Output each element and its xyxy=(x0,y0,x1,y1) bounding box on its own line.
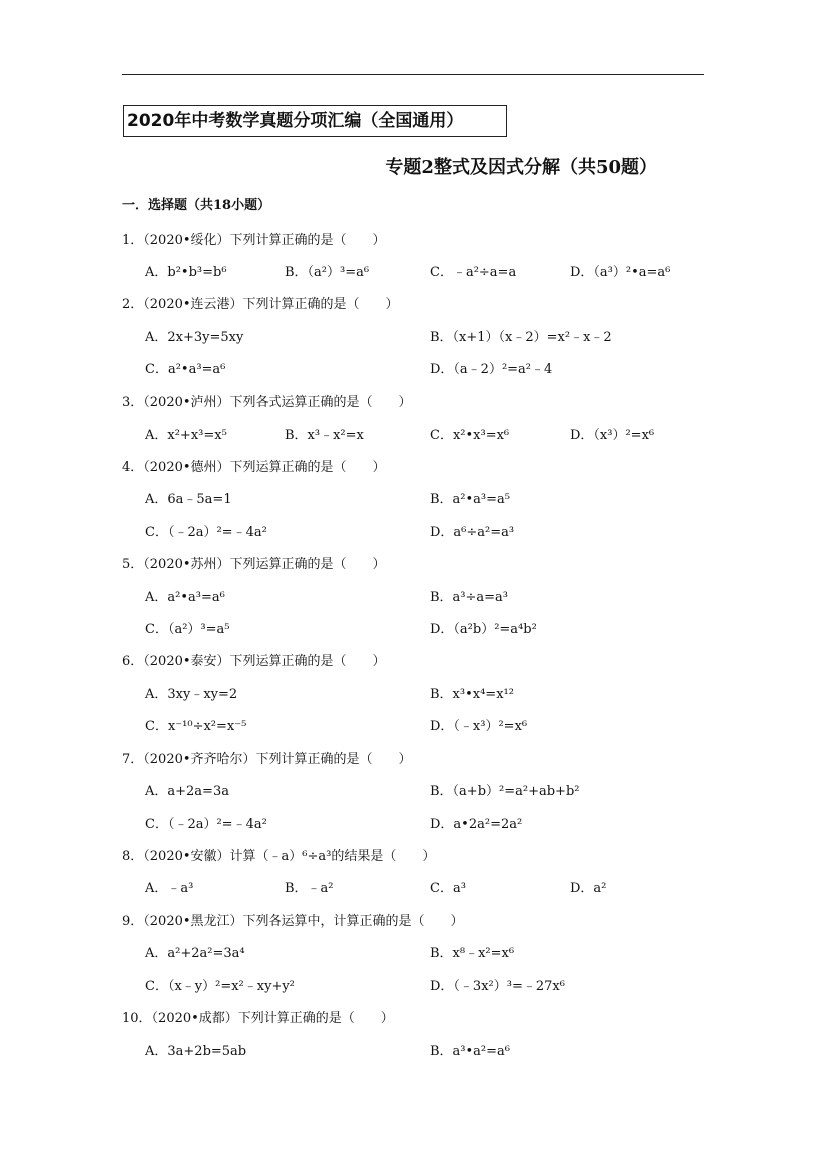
question-6-stem: 6．（2020•泰安）下列运算正确的是（ ） xyxy=(122,654,386,669)
question-9-option-a: A．a²+2a²=3a⁴ xyxy=(145,946,245,961)
question-4-option-d: D．a⁶÷a²=a³ xyxy=(430,525,515,540)
question-2-stem: 2．（2020•连云港）下列计算正确的是（ ） xyxy=(122,297,399,312)
question-10-option-b: B．a³•a²=a⁶ xyxy=(430,1044,510,1059)
question-3-option-a: A．x²+x³=x⁵ xyxy=(145,428,227,443)
question-6-option-c: C．x⁻¹⁰÷x²=x⁻⁵ xyxy=(145,719,247,734)
question-8-stem: 8．（2020•安徽）计算（﹣a）⁶÷a³的结果是（ ） xyxy=(122,849,436,864)
question-5-option-c: C．（a²）³=a⁵ xyxy=(145,622,230,637)
question-4-option-a: A．6a﹣5a=1 xyxy=(145,492,232,507)
question-2-option-b: B．（x+1）（x﹣2）=x²﹣x﹣2 xyxy=(430,330,612,345)
question-1-option-c: C．﹣a²÷a=a xyxy=(430,265,517,280)
question-8-option-c: C．a³ xyxy=(430,881,466,896)
question-9-stem: 9．（2020•黑龙江）下列各运算中，计算正确的是（ ） xyxy=(122,914,464,929)
question-4-stem: 4．（2020•德州）下列运算正确的是（ ） xyxy=(122,460,386,475)
question-4-option-b: B．a²•a³=a⁵ xyxy=(430,492,510,507)
question-10-stem: 10．（2020•成都）下列计算正确的是（ ） xyxy=(122,1011,394,1026)
question-1-stem: 1．（2020•绥化）下列计算正确的是（ ） xyxy=(122,233,386,248)
question-9-option-d: D．（﹣3x²）³=﹣27x⁶ xyxy=(430,979,565,994)
question-2-option-a: A．2x+3y=5xy xyxy=(145,330,244,345)
question-5-option-b: B．a³÷a=a³ xyxy=(430,590,509,605)
question-8-option-b: B．﹣a² xyxy=(285,881,334,896)
question-2-option-c: C．a²•a³=a⁶ xyxy=(145,362,226,377)
question-7-option-a: A．a+2a=3a xyxy=(145,784,229,799)
document-title: 2020年中考数学真题分项汇编（全国通用） xyxy=(123,105,507,137)
section-heading: 一．选择题（共18小题） xyxy=(122,198,271,213)
question-1-option-b: B．（a²）³=a⁶ xyxy=(285,265,370,280)
question-6-option-b: B．x³•x⁴=x¹² xyxy=(430,687,514,702)
question-8-option-a: A．﹣a³ xyxy=(145,881,194,896)
question-3-option-d: D．（x³）²=x⁶ xyxy=(570,428,655,443)
question-2-option-d: D．（a﹣2）²=a²﹣4 xyxy=(430,362,553,377)
question-10-option-a: A．3a+2b=5ab xyxy=(145,1044,247,1059)
question-8-option-d: D．a² xyxy=(570,881,607,896)
question-7-option-c: C．（﹣2a）²=﹣4a² xyxy=(145,817,267,832)
question-7-option-d: D．a•2a²=2a² xyxy=(430,817,523,832)
question-6-option-d: D．（﹣x³）²=x⁶ xyxy=(430,719,528,734)
question-7-option-b: B．（a+b）²=a²+ab+b² xyxy=(430,784,580,799)
question-3-option-c: C．x²•x³=x⁶ xyxy=(430,428,510,443)
question-1-option-d: D．（a³）²•a=a⁶ xyxy=(570,265,671,280)
question-1-option-a: A．b²•b³=b⁶ xyxy=(145,265,227,280)
question-5-stem: 5．（2020•苏州）下列运算正确的是（ ） xyxy=(122,557,386,572)
question-5-option-d: D．（a²b）²=a⁴b² xyxy=(430,622,537,637)
question-3-option-b: B．x³﹣x²=x xyxy=(285,428,364,443)
question-5-option-a: A．a²•a³=a⁶ xyxy=(145,590,225,605)
question-3-stem: 3．（2020•泸州）下列各式运算正确的是（ ） xyxy=(122,395,412,410)
question-7-stem: 7．（2020•齐齐哈尔）下列计算正确的是（ ） xyxy=(122,752,412,767)
question-9-option-c: C．（x﹣y）²=x²﹣xy+y² xyxy=(145,979,295,994)
question-4-option-c: C．（﹣2a）²=﹣4a² xyxy=(145,525,267,540)
topic-subtitle: 专题2整式及因式分解（共50题） xyxy=(385,157,657,178)
question-6-option-a: A．3xy﹣xy=2 xyxy=(145,687,238,702)
question-9-option-b: B．x⁸﹣x²=x⁶ xyxy=(430,946,515,961)
top-rule xyxy=(122,74,704,75)
